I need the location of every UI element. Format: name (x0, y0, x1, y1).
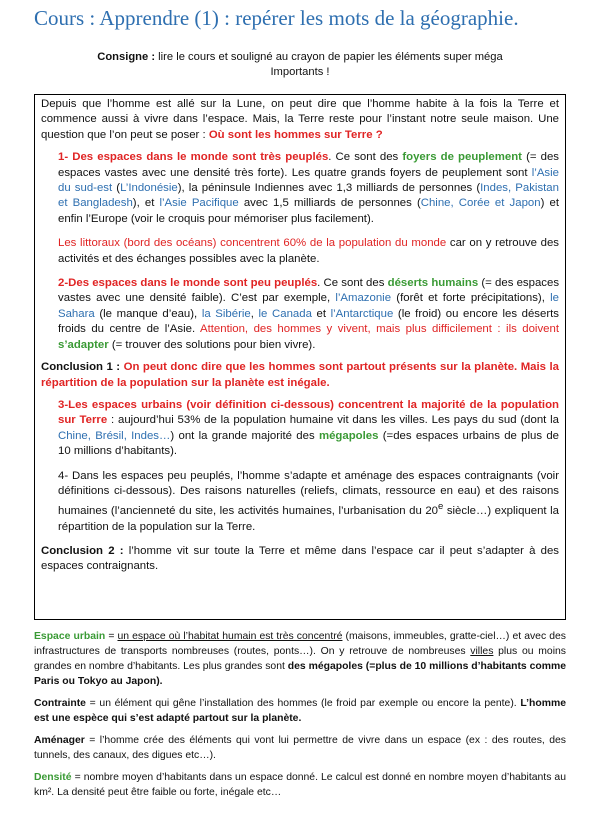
def-amenager (34, 733, 566, 763)
conclusion-1 (41, 360, 559, 391)
s2-attention: Attention, des hommes y vivent, mais plus difficilement : ils doivent (199, 323, 559, 336)
instruction-text-2: Importants ! (270, 66, 330, 78)
s2-t4: (le manque d’eau), (94, 307, 202, 320)
def-urbain-villes: villes (470, 646, 494, 657)
s4-text-2: siècle…) expliquent la répartition de la population sur la Terre. (58, 505, 559, 533)
s3-keyword-megapoles: mégapoles (318, 429, 379, 442)
s2-t1: . Ce sont des (317, 277, 388, 290)
s2-t8: (= trouver des solutions pour bien vivre). (108, 338, 316, 351)
def-urbain-t2: plus ou moins grandes en nombre d’habitants. Les plus grandes sont (34, 646, 566, 672)
s1-keyword-foyers: foyers de peuplement (402, 151, 522, 164)
s1-t7: ) et enfin l’Europe (voir le croquis pour mémoriser plus facilement). (58, 197, 559, 225)
s2-t6: et (311, 307, 331, 320)
s1-t4: ), la péninsule Indiennes avec 1,3 milliards de personnes ( (177, 182, 481, 195)
s1-keyword-asie-sud-est: l’Asie du sud-est (58, 166, 559, 195)
conclusion-2 (41, 544, 559, 575)
s3-t1: : aujourd’hui 53% de la population humaine vit dans les villes. Les pays du sud (dont la (107, 414, 559, 427)
definitions (34, 629, 566, 807)
s4-sup: e (438, 501, 444, 513)
s1-t2: (= des espaces vastes avec une densité très forte). Les quatre grands foyers de peuplement sont (58, 151, 559, 179)
s1-littoraux-text: car on y retrouve des activités et des échanges possibles avec la planète. (58, 237, 559, 265)
intro-paragraph (41, 97, 559, 143)
s2-keyword-antarctique: l’Antarctique (330, 307, 394, 320)
def-urbain-term: Espace urbain (34, 631, 106, 642)
intro-question: Où sont les hommes sur Terre ? (208, 128, 383, 141)
s3-t3: (=des espaces urbains de plus de 10 millions d’habitants). (58, 429, 559, 458)
s2-keyword-sahara: le Sahara (58, 292, 559, 320)
instruction-text: lire le cours et souligné au crayon de papier les éléments super méga (155, 51, 503, 63)
section-3 (41, 398, 559, 460)
s3-keyword-pays: Chine, Brésil, Indes… (58, 429, 171, 442)
intro-text: Depuis que l’homme est allé sur la Lune, on peut dire que l’homme habite à la fois la Terre et commence aussi à vivre dans l’espace. Mais, la Terre reste pour l’instant notre seule maison. Une question que l’on peut se poser : (41, 98, 559, 141)
section-1-littoraux (41, 236, 559, 267)
s2-keyword-deserts: déserts humains (387, 277, 479, 290)
def-densite-term: Densité (34, 772, 72, 783)
s1-keyword-asie-pacifique: l’Asie Pacifique (159, 197, 239, 210)
def-contrainte-bold: L’homme est une espèce qui s’est adapté partout sur la planète. (34, 698, 566, 724)
section-1-heading: 1- Des espaces dans le monde sont très peuplés (58, 151, 329, 164)
instruction (40, 50, 560, 80)
section-3-heading: 3-Les espaces urbains (voir définition ci-dessous) concentrent la majorité de la population sur Terre (58, 398, 559, 427)
s2-t7: (le froid) ou encore les déserts froids du centre de l’Asie. (58, 307, 559, 336)
def-urbain-eq: = (105, 631, 118, 642)
s2-t3: (forêt et forte précipitations), (391, 292, 551, 305)
instruction-label: Consigne : (97, 51, 156, 63)
section-2-heading: 2-Des espaces dans le monde sont peu peuplés (58, 277, 318, 290)
s1-t1: . Ce sont des (328, 151, 403, 164)
section-4 (41, 469, 559, 535)
s1-t3: ( (112, 182, 121, 195)
s2-keyword-adapter: s’adapter (58, 338, 109, 351)
s1-t5: ), et (132, 197, 160, 210)
def-contrainte (34, 696, 566, 726)
s1-littoraux-red: Les littoraux (bord des océans) concentrent 60% de la population du monde (58, 237, 447, 250)
def-urbain-t1: (maisons, immeubles, gratte-ciel…) et avec des infrastructures de transports nombreuses (routes, ponts…). On y retrouve de nombreuses (34, 631, 566, 657)
s1-keyword-indonesie: L’Indonésie (120, 182, 178, 195)
s3-t2: ) ont la grande majorité des (170, 429, 319, 442)
s1-keyword-chine-coree-japon: Chine, Corée et Japon (420, 197, 541, 210)
section-1 (41, 150, 559, 227)
def-urbain-megapoles: des mégapoles (=plus de 10 millions d’habitants comme Paris ou Tokyo au Japon). (34, 661, 566, 687)
page-title: Cours : Apprendre (1) : repérer les mots de la géographie. (34, 6, 519, 30)
def-amenager-term: Aménager (34, 735, 85, 746)
def-contrainte-text: = un élément qui gêne l’installation des hommes (le froid par exemple ou encore la pente). (85, 698, 521, 709)
s2-keyword-siberie: la Sibérie (201, 307, 251, 320)
def-densite-text: = nombre moyen d’habitants dans un espace donné. Le calcul est donné en nombre moyen d’habitants au km². La densité peut être faible ou forte, inégale etc… (34, 772, 566, 798)
s2-t2: (= des espaces vastes avec une densité faible). C’est par exemple, (58, 277, 560, 305)
conclusion-2-text: l’homme vit sur toute la Terre et même dans l’espace car il peut s’adapter à des espaces contraignants. (41, 544, 559, 573)
def-densite (34, 770, 566, 800)
def-contrainte-term: Contrainte (34, 698, 86, 709)
def-amenager-text: = l’homme crée des éléments qui vont lui permettre de vivre dans un espace (ex : des routes, des tunnels, des canaux, des digues etc…). (34, 735, 566, 761)
s2-keyword-canada: le Canada (258, 307, 312, 320)
s2-t5: , (250, 307, 259, 320)
s1-keyword-indes: Indes, Pakistan et Bangladesh (58, 182, 559, 210)
section-2 (41, 276, 559, 353)
conclusion-1-label: Conclusion 1 : (41, 361, 124, 374)
s2-keyword-amazonie: l’Amazonie (335, 292, 392, 305)
conclusion-2-label: Conclusion 2 : (41, 544, 124, 557)
def-urbain-underlined: un espace où l’habitat humain est très concentré (117, 631, 343, 642)
conclusion-1-text: On peut donc dire que les hommes sont partout présents sur la planète. Mais la répartition de la population sur la planète est inégale. (41, 361, 559, 389)
def-espace-urbain (34, 629, 566, 689)
s4-text: 4- Dans les espaces peu peuplés, l’homme s’adapte et aménage des espaces contraignants (voir définitions ci-dessous). Des raisons naturelles (reliefs, climats, ressource en eau) et des raisons humaines (l’ancienneté du site, les activités humaines, l’urbanisation du 20 (58, 469, 559, 518)
lesson-box (34, 94, 566, 620)
s1-t6: avec 1,5 milliards de personnes ( (238, 197, 421, 210)
